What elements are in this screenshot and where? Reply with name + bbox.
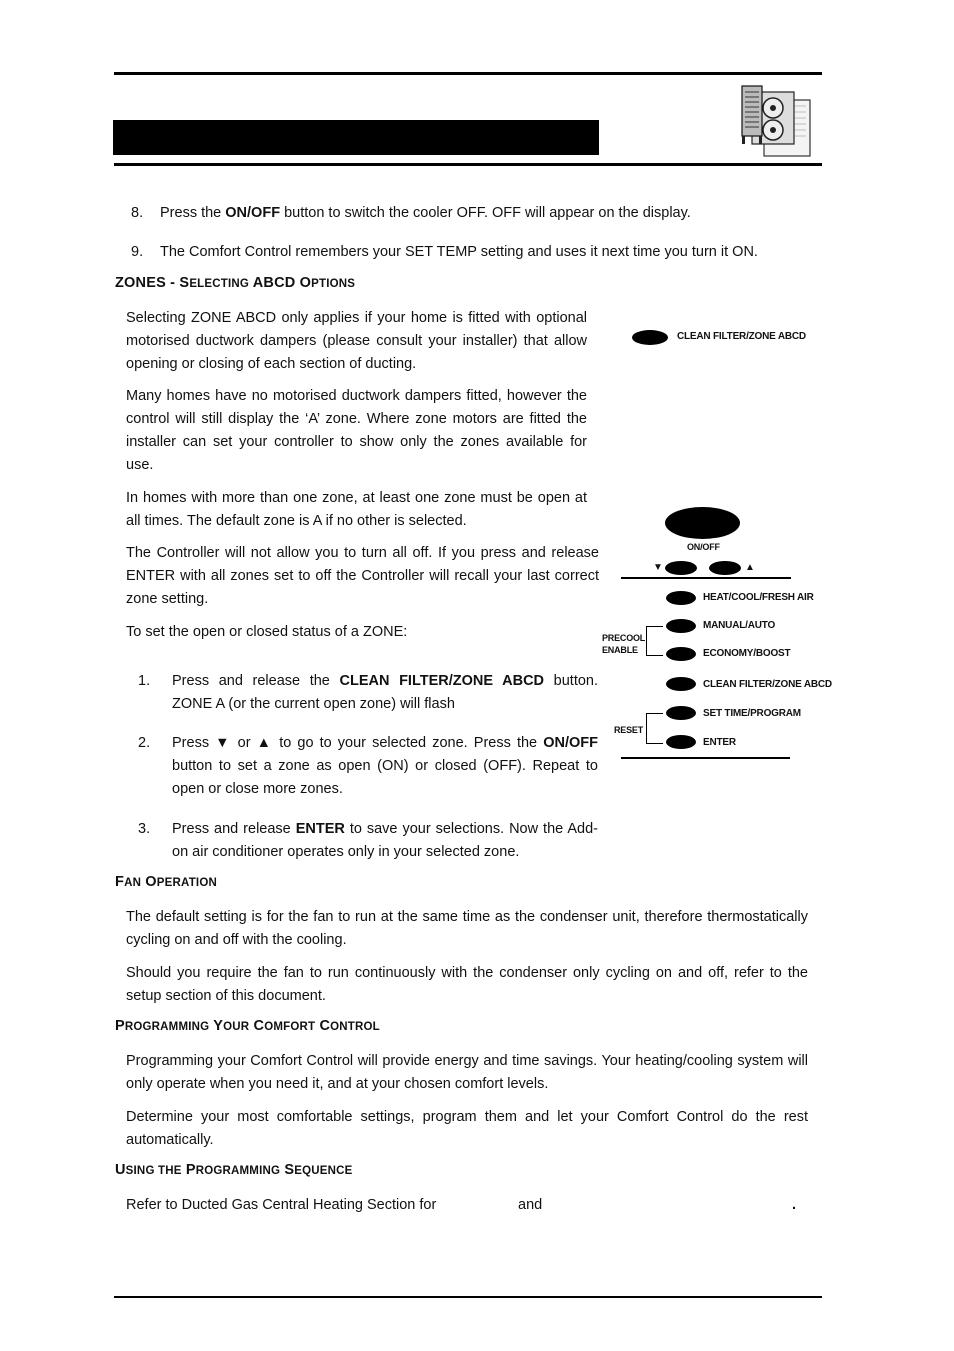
header-top-rule — [114, 72, 822, 75]
zones-paragraph-5: To set the open or closed status of a ZONE: — [126, 624, 408, 640]
programming-paragraph-1: Programming your Comfort Control will provide energy and time savings. Your heating/cooling system will only operate when you need it, and at your chosen comfort levels. — [126, 1053, 808, 1092]
heat-cool-button-icon — [666, 591, 696, 605]
panel-top-line — [621, 577, 791, 579]
reset-bracket — [646, 713, 663, 744]
on-off-label: ON/OFF — [687, 542, 720, 552]
step-9-text: The Comfort Control remembers your SET TEMP setting and uses it next time you turn it ON. — [160, 244, 758, 260]
sequence-text-part-2: and — [518, 1197, 543, 1213]
clean-filter-label: CLEAN FILTER/ZONE ABCD — [703, 679, 832, 690]
zones-paragraph-4: The Controller will not allow you to turn all off. If you press and release ENTER with all zones set to off the Controller will recall your last correct zone setting. — [126, 545, 599, 607]
programming-heading: PROGRAMMING YOUR COMFORT CONTROL — [115, 1018, 380, 1034]
zones-step-3-text: Press and release ENTER to save your selections. Now the Add-on air conditioner operates only in your selected zone. — [172, 821, 598, 860]
zones-step-2-number: 2. — [138, 735, 151, 751]
clean-filter-button-icon — [666, 677, 696, 691]
down-arrow-icon: ▼ — [653, 562, 663, 573]
manual-auto-label: MANUAL/AUTO — [703, 620, 776, 631]
enter-button-icon — [666, 735, 696, 749]
panel-bottom-line — [621, 757, 790, 759]
fan-paragraph-1: The default setting is for the fan to run at the same time as the condenser unit, therefore thermostatically cycling on and off with the cooling. — [126, 909, 808, 948]
step-8-number: 8. — [131, 205, 144, 221]
zones-paragraph-1: Selecting ZONE ABCD only applies if your home is fitted with optional motorised ductwork dampers (please consult your installer) that allow opening or closing of each section of ducting. — [126, 310, 587, 372]
enable-label: ENABLE — [602, 645, 638, 655]
up-arrow-icon: ▲ — [745, 562, 755, 573]
reset-label: RESET — [614, 725, 644, 735]
sequence-text-period: . — [792, 1197, 797, 1213]
zones-heading: ZONES - SELECTING ABCD OPTIONS — [115, 275, 356, 291]
down-button-icon — [665, 561, 697, 575]
zones-step-1-text: Press and release the CLEAN FILTER/ZONE ABCD button. ZONE A (or the current open zone) will flash — [172, 673, 599, 712]
precool-label: PRECOOL — [602, 633, 646, 643]
fan-paragraph-2: Should you require the fan to run continuously with the condenser only cycling on and off, refer to the setup section of this document. — [126, 965, 808, 1004]
fan-heading: FAN OPERATION — [115, 874, 217, 890]
zones-step-2-text: Press ▼ or ▲ to go to your selected zone. Press the ON/OFF button to set a zone as open (ON) or closed (OFF). Repeat to open or close more zones. — [172, 735, 598, 797]
manual-auto-button-icon — [666, 619, 696, 633]
up-button-icon — [709, 561, 741, 575]
on-off-button-icon — [665, 507, 740, 539]
zones-paragraph-2: Many homes have no motorised ductwork dampers fitted, however the control will still display the ‘A’ zone. Where zone motors are fitted the installer can set your controller to show only the zones available for use. — [126, 388, 587, 473]
sequence-text-part-1: Refer to Ducted Gas Central Heating Section for — [126, 1197, 437, 1213]
precool-bracket — [646, 626, 663, 656]
zones-step-1-number: 1. — [138, 673, 151, 689]
set-time-button-icon — [666, 706, 696, 720]
step-8-text: Press the ON/OFF button to switch the cooler OFF. OFF will appear on the display. — [160, 205, 691, 221]
sequence-heading: USING THE PROGRAMMING SEQUENCE — [115, 1162, 353, 1178]
economy-boost-label: ECONOMY/BOOST — [703, 648, 791, 659]
heat-cool-label: HEAT/COOL/FRESH AIR — [703, 592, 814, 603]
set-time-label: SET TIME/PROGRAM — [703, 708, 801, 719]
diagram1-label: CLEAN FILTER/ZONE ABCD — [677, 331, 806, 342]
header-title-bar — [113, 120, 599, 155]
zones-paragraph-3: In homes with more than one zone, at least one zone must be open at all times. The default zone is A if no other is selected. — [126, 490, 587, 529]
programming-paragraph-2: Determine your most comfortable settings, program them and let your Comfort Control do the rest automatically. — [126, 1109, 808, 1148]
header-bottom-rule — [114, 163, 822, 166]
enter-label: ENTER — [703, 737, 736, 748]
economy-boost-button-icon — [666, 647, 696, 661]
step-9-number: 9. — [131, 244, 144, 260]
clean-filter-zone-button-icon — [632, 330, 668, 345]
air-conditioner-units-logo — [738, 84, 816, 160]
zones-step-3-number: 3. — [138, 821, 151, 837]
footer-rule — [114, 1296, 822, 1298]
